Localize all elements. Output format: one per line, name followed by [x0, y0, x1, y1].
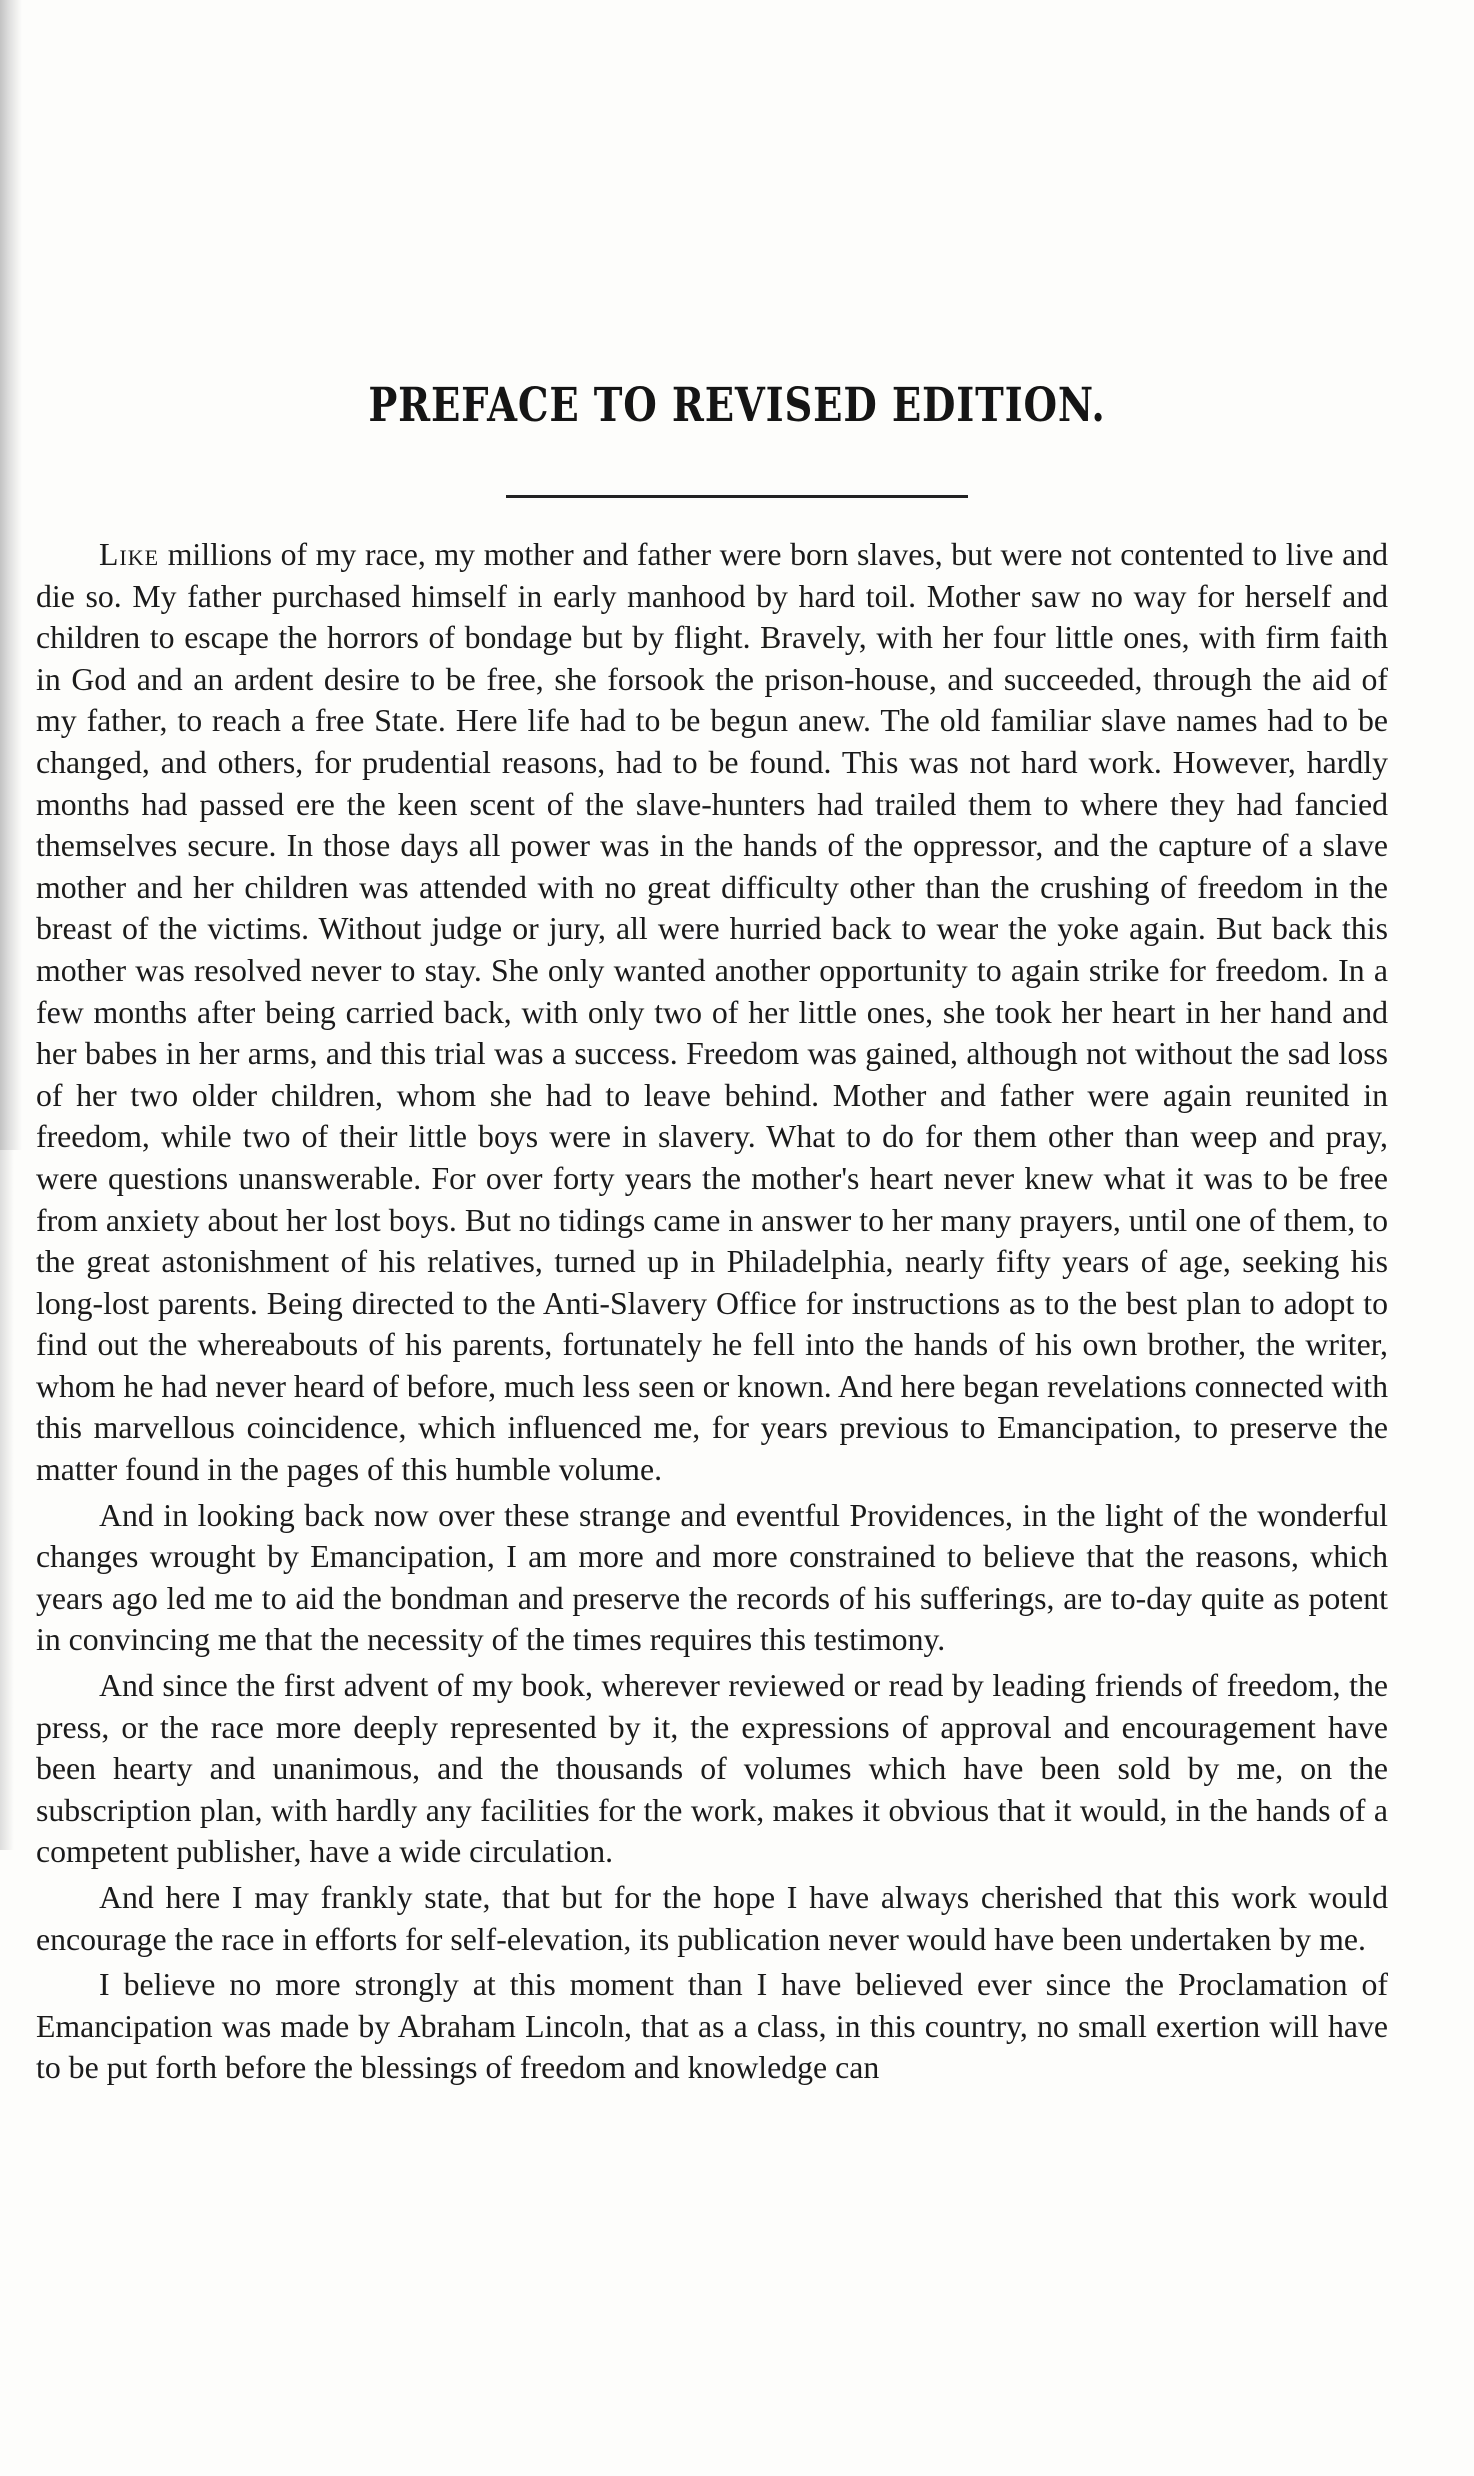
- paragraph-1: [36, 534, 1388, 1491]
- paragraph-3-text: And since the first advent of my book, wherever reviewed or read by leading friends of freedom, the press, or the race more deeply represented by it, the expressions of approval and encouragement have been hearty and unanimous, and the thousands of volumes which have been sold by me, on the subscription plan, with hardly any facilities for the work, makes it obvious that it would, in the hands of a competent publisher, have a wide circulation.: [36, 1668, 1388, 1870]
- paragraph-3: [36, 1665, 1388, 1873]
- paragraph-1-lead: Like: [99, 537, 160, 572]
- page-binding-shadow-lower: [0, 1150, 14, 1850]
- preface-body: [36, 534, 1388, 2093]
- page-binding-shadow: [0, 0, 22, 1150]
- paragraph-4-text: And here I may frankly state, that but for the hope I have always cherished that this work would encourage the race in efforts for self-elevation, its publication never would have been undertaken by me.: [36, 1880, 1388, 1957]
- paragraph-4: [36, 1877, 1388, 1960]
- page-title: PREFACE TO REVISED EDITION.: [368, 378, 1106, 433]
- paragraph-5-text: I believe no more strongly at this moment than I have believed ever since the Proclamation of Emancipation was made by Abraham Lincoln, that as a class, in this country, no small exertion will have to be put forth before the blessings of freedom and knowledge can: [36, 1967, 1388, 2086]
- paragraph-5: [36, 1964, 1388, 2089]
- paragraph-2: [36, 1495, 1388, 1661]
- paragraph-2-text: And in looking back now over these strange and eventful Providences, in the light of the wonderful changes wrought by Emancipation, I am more and more constrained to believe that the reasons, which years ago led me to aid the bondman and preserve the records of his sufferings, are to-day quite as potent in convincing me that the necessity of the times requires this testimony.: [36, 1497, 1388, 1658]
- paragraph-1-text: millions of my race, my mother and father were born slaves, but were not contented to live and die so. My father purchased himself in early manhood by hard toil. Mother saw no way for herself and children to escape the horrors of bondage but by flight. Bravely, with her four little ones, with firm faith in God and an ardent desire to be free, she forsook the prison-house, and succeeded, through the aid of my father, to reach a free State. Here life had to be begun anew. The old familiar slave names had to be changed, and others, for prudential reasons, had to be found. This was not hard work. However, hardly months had passed ere the keen scent of the slave-hunters had trailed them to where they had fancied themselves secure. In those days all power was in the hands of the oppressor, and the capture of a slave mother and her children was attended with no great difficulty other than the crushing of freedom in the breast of the victims. Without judge or jury, all were hurried back to wear the yoke again. But back this mother was resolved never to stay. She only wanted another opportunity to again strike for freedom. In a few months after being carried back, with only two of her little ones, she took her heart in her hand and her babes in her arms, and this trial was a success. Freedom was gained, although not without the sad loss of her two older children, whom she had to leave behind. Mother and father were again reunited in freedom, while two of their little boys were in slavery. What to do for them other than weep and pray, were questions unanswerable. For over forty years the mother's heart never knew what it was to be free from anxiety about her lost boys. But no tidings came in answer to her many prayers, until one of them, to the great astonishment of his relatives, turned up in Philadelphia, nearly fifty years of age, seeking his long-lost parents. Being directed to the Anti-Slavery Office for instructions as to the best plan to adopt to find out the whereabouts of his parents, fortunately he fell into the hands of his own brother, the writer, whom he had never heard of before, much less seen or known. And here began revelations connected with this marvellous coincidence, which influenced me, for years previous to Emancipation, to preserve the matter found in the pages of this humble volume.: [36, 537, 1388, 1488]
- title-divider: [506, 495, 968, 498]
